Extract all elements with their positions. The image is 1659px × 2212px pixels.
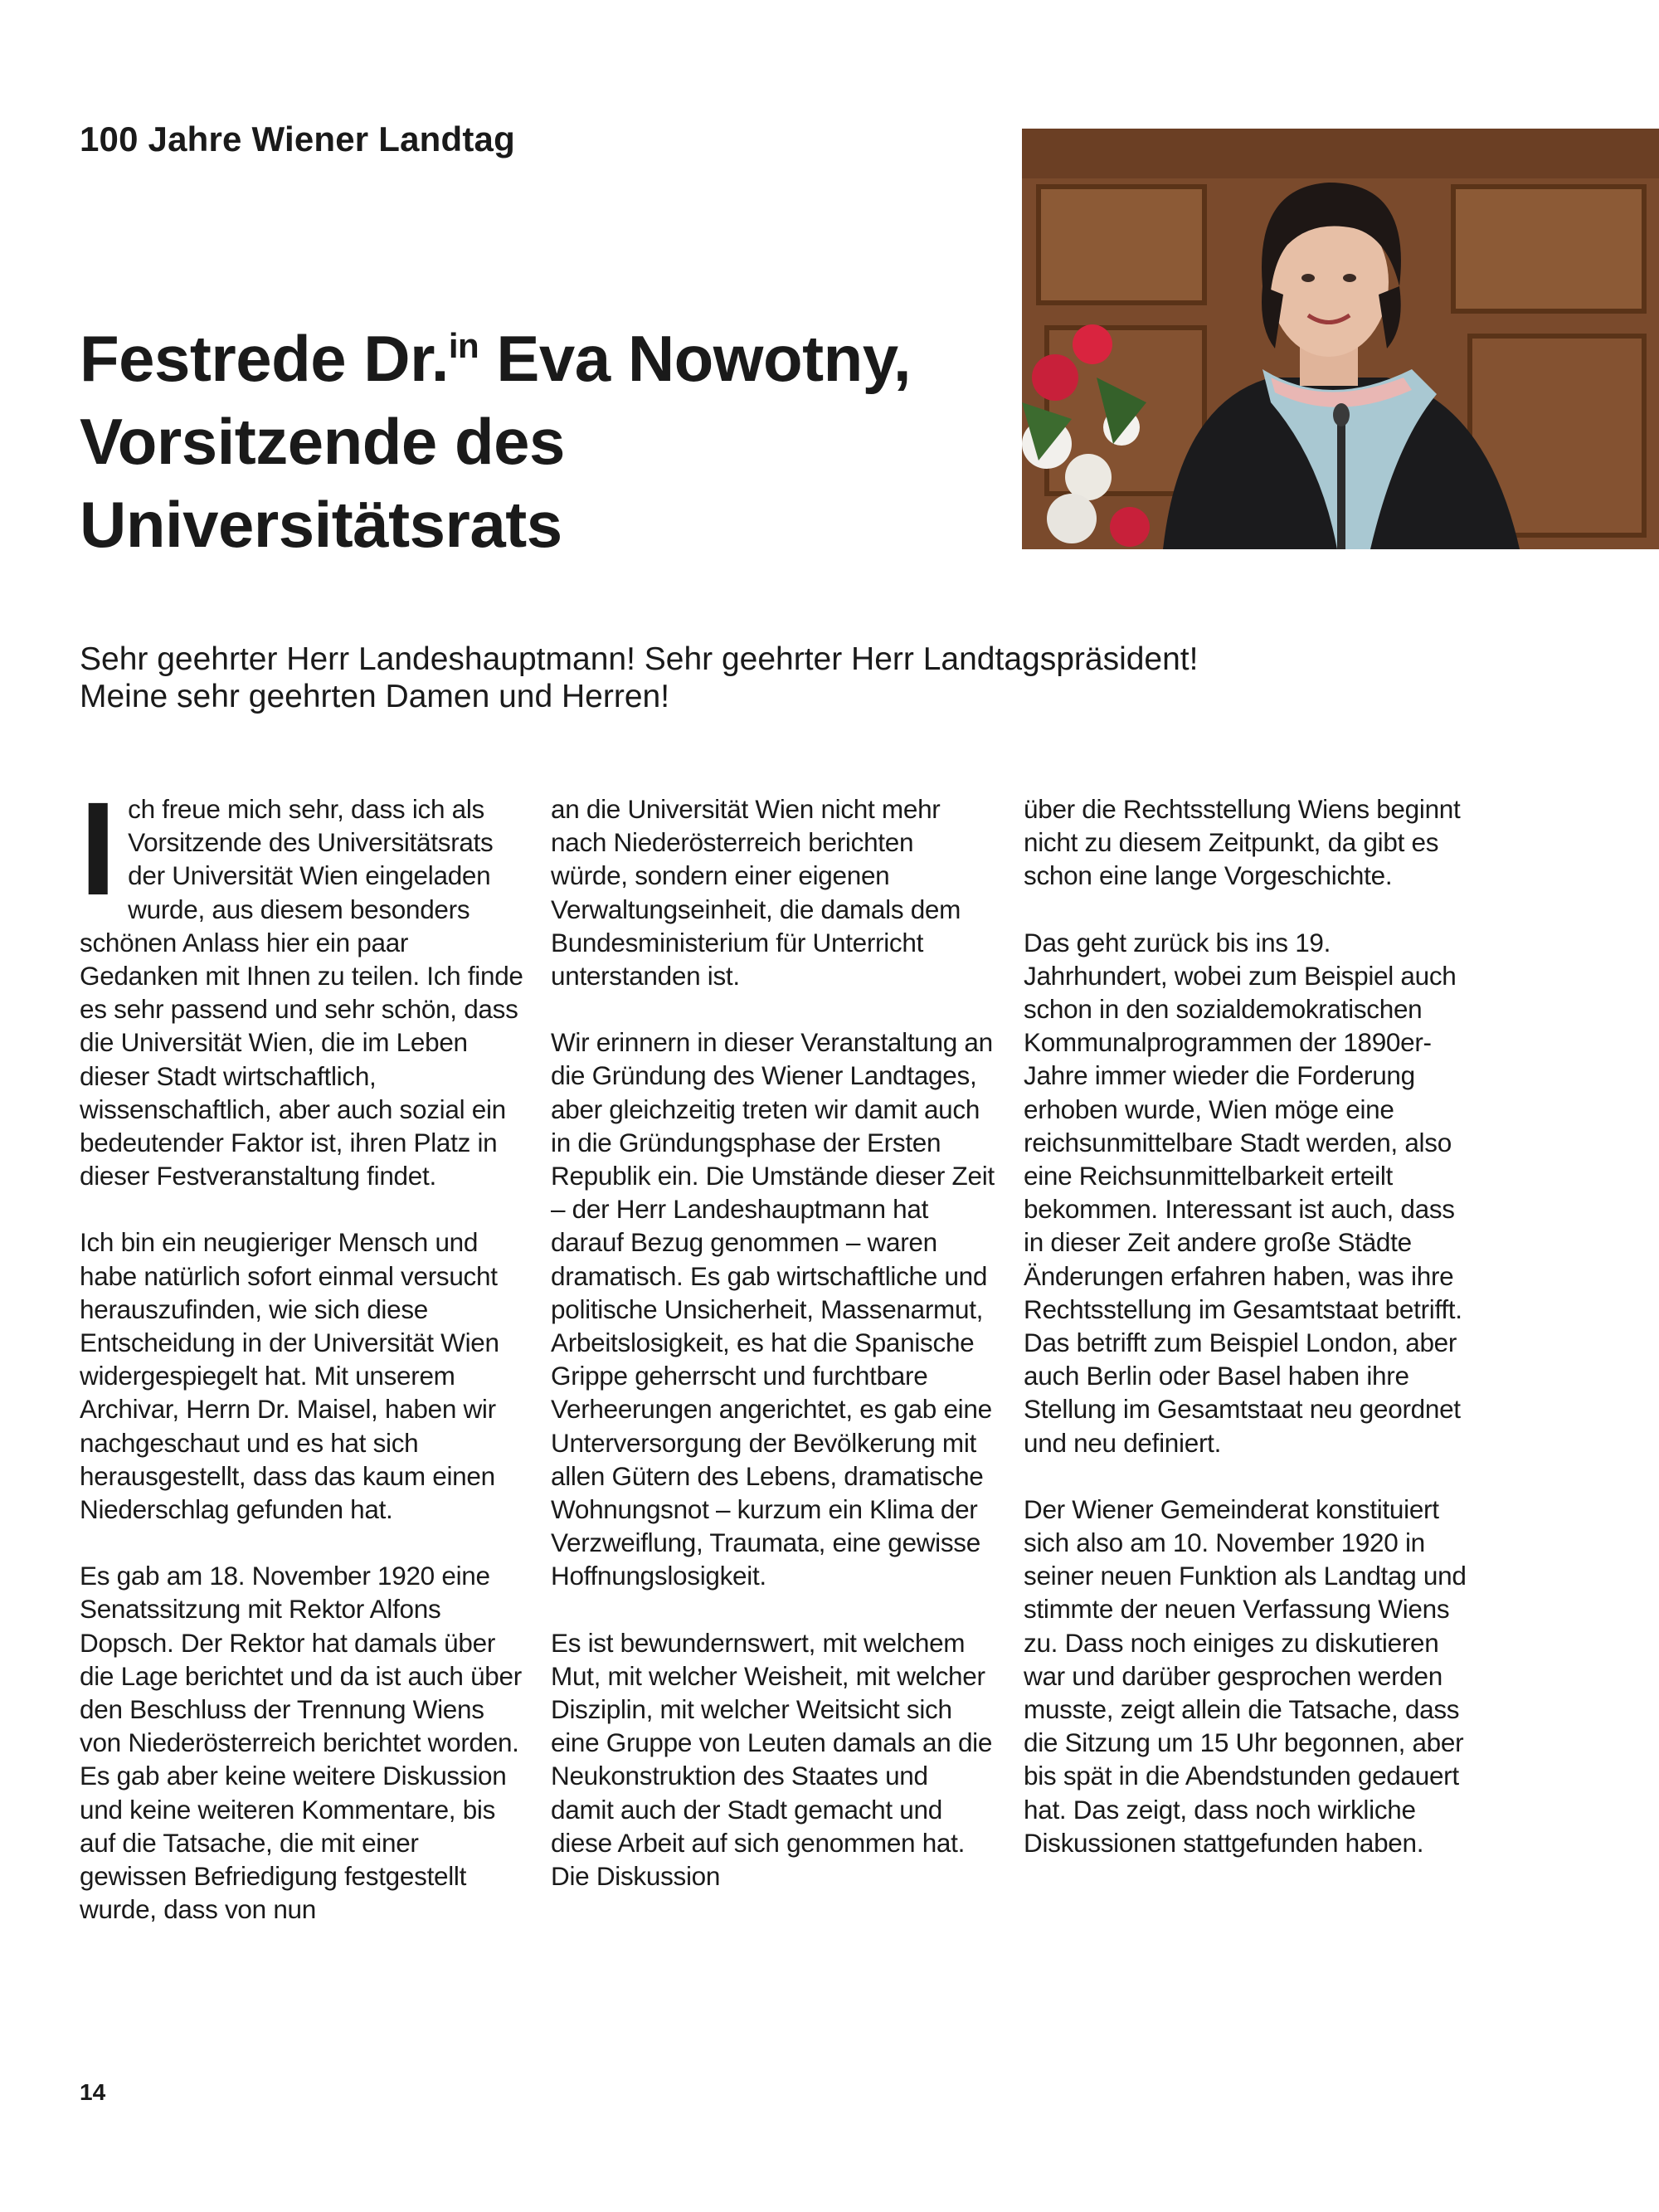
text-column-1 [80,774,523,1960]
paragraph: Es gab am 18. November 1920 eine Senatssitzung mit Rektor Alfons Dopsch. Der Rektor hat damals über die Lage berichtet und da ist auch über den Beschluss der Trennung Wiens von Niederösterreich berichtet worden. Es gab aber keine weitere Diskussion und keine weiteren Kommentare, bis auf die Tatsache, die mit einer gewissen Befriedigung festgestellt wurde, dass von nun [80,1561,522,1925]
text-column-2 [551,792,995,1926]
drop-cap: I [80,774,117,923]
title-part-2: Eva Nowotny, Vorsitzende des Universitätsrats [80,322,912,561]
paragraph-text: ch freue mich sehr, dass ich als Vorsitzende des Universitätsrats der Universität Wien eingeladen wurde, aus diesem besonders schönen Anlass hier ein paar Gedanken mit Ihnen zu teilen. Ich finde es sehr passend und sehr schön, dass die Universität Wien, die im Leben dieser Stadt wirtschaftlich, wissenschaftlich, aber auch sozial ein bedeutender Faktor ist, ihren Platz in dieser Festveranstaltung findet. [80,794,523,1191]
title-superscript: in [448,326,479,365]
intro-salutation [80,641,1490,715]
paragraph: Der Wiener Gemeinderat konstituiert sich also am 10. November 1920 in seiner neuen Funktion als Landtag und stimmte der neuen Verfassung Wiens zu. Dass noch einiges zu diskutieren war und darüber gesprochen werden musste, zeigt allein die Tatsache, dass die Sitzung um 15 Uhr begonnen, aber bis spät in die Abendstunden gedauert hat. Das zeigt, dass noch wirkliche Diskussionen stattgefunden haben. [1024,1493,1467,1858]
speaker-photo [1022,129,1659,549]
paragraph: Es ist bewundernswert, mit welchem Mut, mit welcher Weisheit, mit welcher Disziplin, mit welcher Weitsicht sich eine Gruppe von Leuten damals an die Neukonstruktion des Staates und damit auch der Stadt gemacht und diese Arbeit auf sich genommen hat. Die Diskussion [551,1627,993,1892]
paragraph: an die Universität Wien nicht mehr nach Niederösterreich berichten würde, sondern einer eigenen Verwaltungseinheit, die damals dem Bundesministerium für Unterricht unterstanden ist. [551,794,961,992]
page-title [80,317,1009,566]
title-part-1: Festrede Dr. [80,322,449,395]
page-number: 14 [80,2079,106,2105]
paragraph: über die Rechtsstellung Wiens beginnt nicht zu diesem Zeitpunkt, da gibt es schon eine lange Vorgeschichte. [1024,794,1461,891]
paragraph: Wir erinnern in dieser Veranstaltung an die Gründung des Wiener Landtages, aber gleichzeitig treten wir damit auch in die Gründungsphase der Ersten Republik ein. Die Umstände dieser Zeit – der Herr Landeshauptmann hat darauf Bezug genommen – waren dramatisch. Es gab wirtschaftliche und politische Unsicherheit, Massenarmut, Arbeitslosigkeit, es hat die Spanische Grippe geherrscht und furchtbare Verheerungen angerichtet, es gab eine Unterversorgung der Bevölkerung mit allen Gütern des Lebens, dramatische Wohnungsnot – kurzum ein Klima der Verzweiflung, Traumata, eine gewisse Hoffnungslosigkeit. [551,1027,995,1591]
section-kicker: 100 Jahre Wiener Landtag [80,119,515,158]
salutation-line-1: Sehr geehrter Herr Landeshauptmann! Sehr geehrter Herr Landtagspräsident! [80,641,1199,677]
paragraph [80,774,523,1192]
paragraph: Ich bin ein neugieriger Mensch und habe natürlich sofort einmal versucht herauszufinden, wie sich diese Entscheidung in der Universität Wien widergespiegelt hat. Mit unserem Archivar, Herrn Dr. Maisel, haben wir nachgeschaut und es hat sich herausgestellt, dass das kaum einen Niederschlag gefunden hat. [80,1227,499,1525]
text-column-3 [1024,792,1467,1893]
speaker-photo-illustration [1022,129,1659,549]
paragraph: Das geht zurück bis ins 19. Jahrhundert, wobei zum Beispiel auch schon in den sozialdemokratischen Kommunalprogrammen der 1890er-Jahre immer wieder die Forderung erhoben wurde, Wien möge eine reichsunmittelbare Stadt werden, also eine Reichsunmittelbarkeit erteilt bekommen. Interessant ist auch, dass in dieser Zeit andere große Städte Änderungen erfahren haben, was ihre Rechtsstellung im Gesamtstaat betrifft. Das betrifft zum Beispiel London, aber auch Berlin oder Basel haben ihre Stellung im Gesamtstaat neu geordnet und neu definiert. [1024,927,1462,1458]
salutation-line-2: Meine sehr geehrten Damen und Herren! [80,679,670,714]
